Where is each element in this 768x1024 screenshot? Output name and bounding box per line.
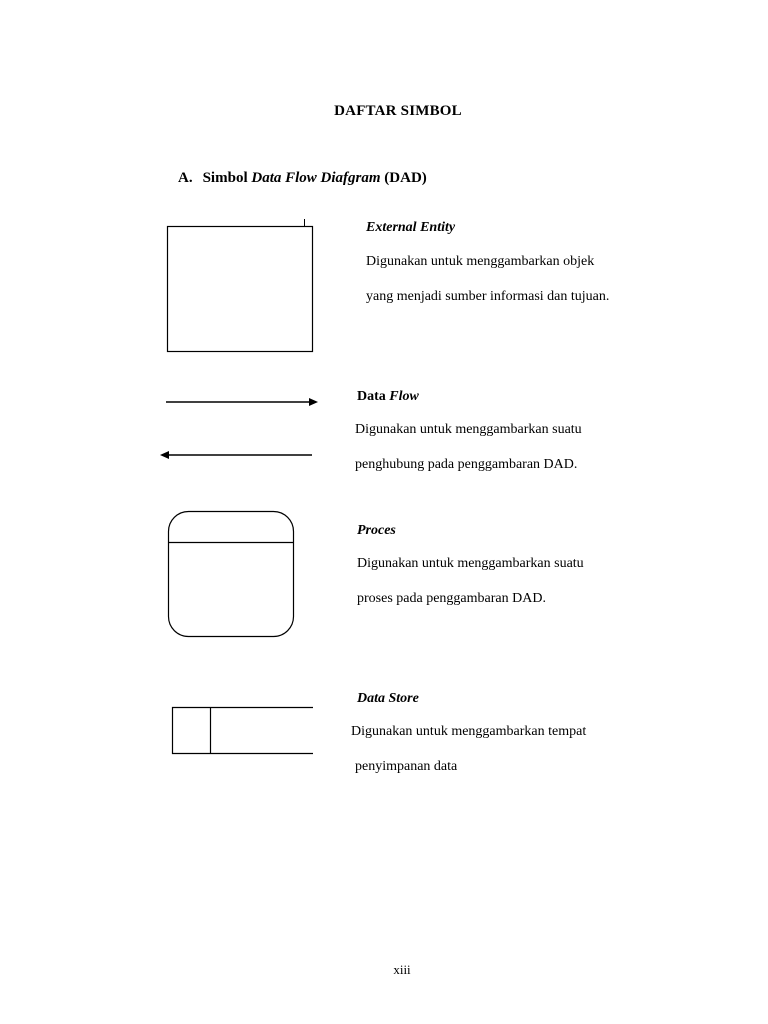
section-number: A. [178, 170, 193, 186]
data-flow-title: Data Flow [357, 389, 419, 404]
section-italic-title: Data Flow Diafgram [251, 170, 381, 186]
process-desc-line2: proses pada penggambaran DAD. [357, 591, 546, 606]
data-store-open-rectangle [173, 708, 314, 754]
data-store-desc-line2: penyimpanan data [355, 759, 458, 774]
arrow-right-icon [309, 398, 318, 406]
external-entity-rectangle [168, 227, 313, 352]
process-symbol [160, 505, 305, 645]
external-entity-symbol [160, 214, 320, 359]
data-store-title: Data Store [357, 691, 419, 706]
page-title: DAFTAR SIMBOL [334, 103, 462, 119]
data-flow-symbol [155, 390, 325, 465]
page-number: xiii [393, 962, 411, 977]
process-title: Proces [357, 523, 396, 538]
external-entity-desc-line1: Digunakan untuk menggambarkan objek [366, 254, 595, 269]
section-heading [178, 170, 427, 187]
data-store-symbol [165, 700, 320, 760]
process-desc-line1: Digunakan untuk menggambarkan suatu [357, 556, 584, 571]
data-flow-desc-line2: penghubung pada penggambaran DAD. [355, 457, 578, 472]
section-suffix: (DAD) [384, 170, 427, 186]
section-prefix: Simbol [202, 170, 248, 186]
external-entity-desc-line2: yang menjadi sumber informasi dan tujuan. [366, 289, 610, 304]
process-rounded-rectangle [169, 512, 294, 637]
data-store-desc-line1: Digunakan untuk menggambarkan tempat [351, 724, 587, 739]
external-entity-title: External Entity [366, 220, 456, 235]
arrow-left-icon [160, 451, 169, 459]
data-flow-desc-line1: Digunakan untuk menggambarkan suatu [355, 422, 582, 437]
